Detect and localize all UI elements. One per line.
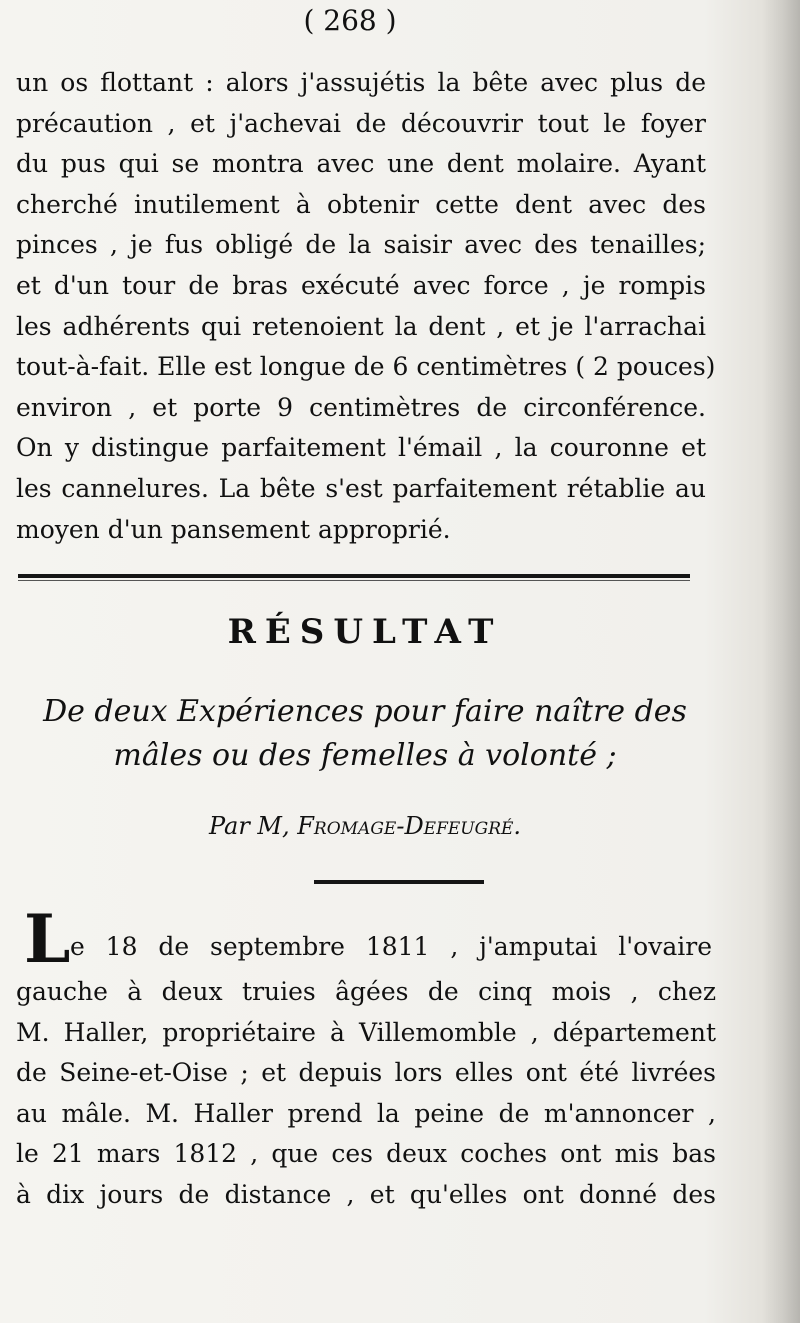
drop-cap: L [24, 900, 71, 978]
text-line: les cannelures. La bête s'est parfaitement rétablie au [16, 473, 706, 503]
text-line: moyen d'un pansement approprié. [16, 514, 451, 544]
article-body-paragraph [16, 972, 716, 1216]
page-edge-shadow [762, 0, 800, 1323]
author-name: Fromage-Defeugré. [297, 812, 522, 840]
text-line: les adhérents qui retenoient la dent , et je l'arrachai [16, 311, 706, 341]
text-line: gauche à deux truies âgées de cinq mois , chez [16, 977, 716, 1006]
first-text-line: e 18 de septembre 1811 , j'amputai l'ovaire [70, 932, 712, 961]
text-line: tout-à-fait. Elle est longue de 6 centimètres ( 2 pouces) [16, 352, 716, 382]
text-line: et d'un tour de bras exécuté avec force , je rompis [16, 270, 706, 300]
text-line: au mâle. M. Haller prend la peine de m'annoncer , [16, 1098, 716, 1128]
text-line: un os flottant : alors j'assujétis la bête avec plus de [16, 68, 706, 97]
text-line: précaution , et j'achevai de découvrir tout le foyer [16, 108, 706, 138]
text-line: du pus qui se montra avec une dent molaire. Ayant [16, 149, 706, 179]
previous-article-paragraph [16, 63, 716, 550]
text-line: pinces , je fus obligé de la saisir avec des tenailles; [16, 230, 706, 260]
text-line: le 21 mars 1812 , que ces deux coches ont mis bas [16, 1139, 716, 1169]
heading-divider [314, 880, 484, 884]
text-line: environ , et porte 9 centimètres de circonférence. [16, 392, 706, 422]
text-line: On y distingue parfaitement l'émail , la couronne et [16, 433, 706, 463]
text-line: à dix jours de distance , et qu'elles ont donné des [16, 1179, 716, 1209]
section-divider [18, 574, 690, 578]
article-subtitle [20, 690, 710, 778]
subtitle-line: mâles ou des femelles à volonté ; [113, 738, 617, 773]
text-line: M. Haller, propriétaire à Villemomble , département [16, 1017, 716, 1047]
author-prefix: Par M, [208, 812, 290, 840]
text-line: de Seine-et-Oise ; et depuis lors elles ont été livrées [16, 1058, 716, 1088]
article-author [0, 812, 730, 840]
text-line: cherché inutilement à obtenir cette dent avec des [16, 189, 706, 219]
page-number: ( 268 ) [303, 4, 397, 37]
subtitle-line: De deux Expériences pour faire naître des [43, 694, 687, 729]
article-heading: RÉSULTAT [227, 612, 503, 652]
